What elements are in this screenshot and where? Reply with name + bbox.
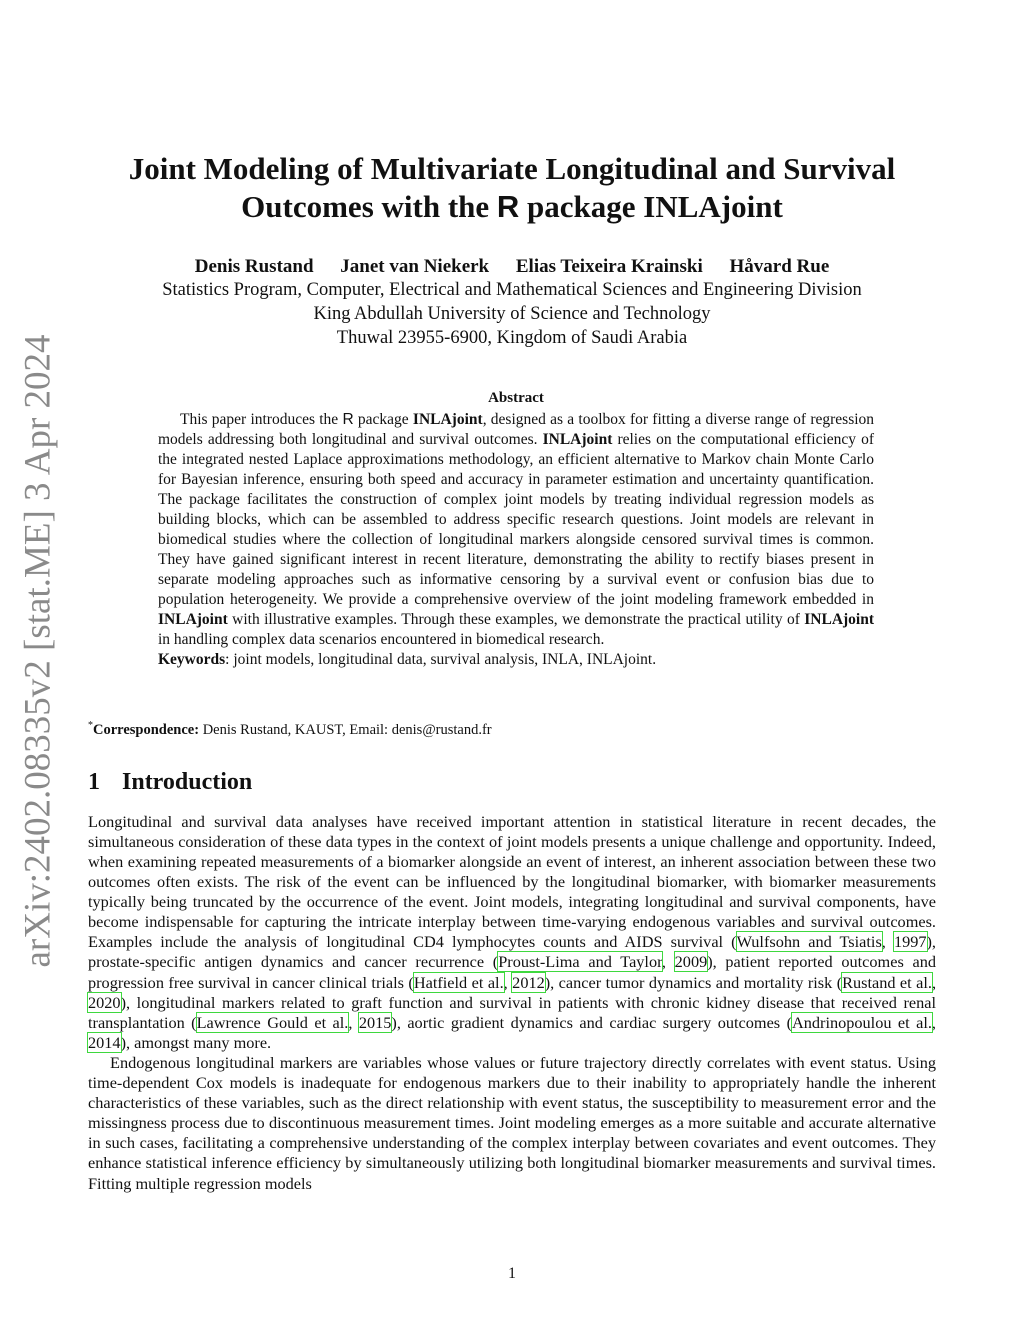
package-name: INLAjoint — [158, 611, 228, 628]
keywords-label: Keywords — [158, 651, 226, 668]
abstract-fragment: relies on the computational efficiency of the integrated nested Laplace approximations methodology, an efficient alternative to Markov chain Monte Carlo for Bayesian inference, ensuring both speed and accuracy in parameter estimation and uncertainty quantification. The package facilitates the construction of complex joint models by treating individual regression models as building blocks, which can be assembled to address specific research questions. Joint models are relevant in biomedical studies where the collection of longitudinal markers alongside censored survival times is common. They have gained significant interest in recent literature, demonstrating the ability to rectify biases present in separate modeling approaches such as informative censoring by a survival event or confusion bias due to population heterogeneity. We provide a comprehensive overview of the joint modeling framework embedded in — [158, 431, 875, 608]
text-fragment: ), prostate-specific antigen dynamics and cancer recurrence ( — [88, 932, 936, 972]
citation-year-link[interactable]: 1997 — [893, 932, 927, 952]
arxiv-identifier: arXiv:2402.08335v2 [stat.ME] 3 Apr 2024 — [17, 334, 59, 968]
paper-page — [88, 150, 936, 1194]
affiliation-line-1: Statistics Program, Computer, Electrical and Mathematical Sciences and Engineering Division — [162, 280, 862, 300]
affiliation-line-3: Thuwal 23955-6900, Kingdom of Saudi Arabia — [336, 328, 688, 348]
abstract-heading: Abstract — [488, 390, 544, 406]
title-line-1: Joint Modeling of Multivariate Longitudinal and Survival — [128, 151, 896, 186]
text-fragment: ), aortic gradient dynamics and cardiac surgery outcomes ( — [391, 1012, 792, 1032]
keywords-text: : joint models, longitudinal data, survival analysis, INLA, INLAjoint. — [225, 651, 657, 668]
intro-paragraph-2: Endogenous longitudinal markers are variables whose values or future trajectory directly correlates with event status. Using time-dependent Cox models is inadequate for endogenous markers due to their inability to appropriately handle the inherent characteristics of these variables, such as the direct relationship with event status, the susceptibility to measurement error and the missingness process due to discontinuous measurement times. Joint modeling emerges as a more suitable and accurate alternative in such cases, facilitating a comprehensive understanding of the complex interplay between covariates and event outcomes. They enhance statistical inference efficiency by simultaneously utilizing both longitudinal biomarker measurements and survival times. Fitting multiple regression models — [88, 1052, 936, 1193]
text-fragment: ), amongst many more. — [120, 1032, 272, 1052]
author-3: Elias Teixeira Krainski — [515, 256, 703, 277]
text-fragment: ), patient reported outcomes and progression free survival in cancer clinical trials ( — [88, 952, 936, 992]
citation-link[interactable]: Proust-Lima and Taylor — [498, 952, 662, 972]
page-number: 1 — [508, 1265, 516, 1282]
text-fragment: Longitudinal and survival data analyses have received important attention in statistical literature in recent decades, the simultaneous consideration of these data types in the context of joint models presents a unique challenge and opportunity. Indeed, when examining repeated measurements of a biomarker alongside an event of interest, an inherent association between these two outcomes often exists. The risk of the event can be influenced by the longitudinal biomarker, with biomarker measurements typically being truncated by the occurrence of the event. Joint models, integrating longitudinal and survival components, have become indispensable for capturing the intricate interplay between time-varying endogenous variables and survival outcomes. Examples include the analysis of longitudinal CD4 lymphocytes counts and AIDS survival ( — [88, 811, 936, 952]
author-list — [88, 256, 936, 278]
title-line-2-post: package INLAjoint — [527, 189, 783, 224]
package-name: INLAjoint — [804, 611, 875, 628]
citation-year-link[interactable]: 2009 — [674, 952, 708, 972]
author-1: Denis Rustand — [194, 256, 314, 277]
title-r-symbol: R — [496, 189, 520, 224]
abstract-text — [158, 410, 874, 650]
title-line-2-pre: Outcomes with the — [241, 189, 490, 224]
abstract-r-symbol: R — [342, 411, 354, 428]
citation-link[interactable]: Wulfsohn and Tsiatis — [736, 932, 882, 952]
author-4: Håvard Rue — [729, 256, 830, 277]
citation-year-link[interactable]: 2020 — [88, 992, 121, 1012]
abstract-fragment: This paper introduces the — [180, 411, 339, 428]
footnote-mark: * — [88, 720, 93, 731]
arxiv-sidebar — [10, 334, 66, 968]
abstract-fragment: with illustrative examples. Through these examples, we demonstrate the practical utility of — [232, 611, 800, 628]
package-name: INLAjoint — [412, 411, 483, 428]
section-title: Introduction — [122, 768, 253, 795]
citation-link[interactable]: Rustand et al. — [842, 972, 932, 992]
citation-year-link[interactable]: 2012 — [512, 972, 545, 992]
affiliation — [88, 278, 936, 350]
introduction-body — [88, 812, 936, 1194]
paper-title — [88, 150, 936, 226]
intro-paragraph-1: Longitudinal and survival data analyses have received important attention in statistical literature in recent decades, the simultaneous consideration of these data types in the context of joint models presents a unique challenge and opportunity. Indeed, when examining repeated measurements of a biomarker alongside an event of interest, an inherent association between these two outcomes often exists. The risk of the event can be influenced by the longitudinal biomarker, with biomarker measurements typically being truncated by the occurrence of the event. Joint models, integrating longitudinal and survival components, have become indispensable for capturing the intricate interplay between time-varying endogenous variables and survival outcomes. Examples include the analysis of longitudinal CD4 lymphocytes counts and AIDS survival (Wulfsohn and Tsiatis, 1997), prostate-specific antigen dynamics and cancer recurrence (Proust-Lima and Taylor, 2009), patient reported outcomes and progression free survival in cancer clinical trials (Hatfield et al., 2012), cancer tumor dynamics and mortality risk (Rustand et al., 2020), longitudinal markers related to graft function and survival in patients with chronic kidney disease that received renal transplantation (Lawrence Gould et al., 2015), aortic gradient dynamics and cardiac surgery outcomes (Andrinopoulou et al., 2014), amongst many more. — [88, 811, 937, 1052]
text-fragment: ), cancer tumor dynamics and mortality risk ( — [544, 972, 843, 992]
abstract-fragment: in handling complex data scenarios encountered in biomedical research. — [158, 631, 605, 648]
text-fragment: ), longitudinal markers related to graft function and survival in patients with chronic kidney disease that received renal transplantation ( — [88, 992, 936, 1032]
author-2: Janet van Niekerk — [340, 256, 490, 277]
correspondence-label: Correspondence: — [93, 721, 200, 738]
abstract-fragment: package — [357, 411, 409, 428]
keywords — [158, 650, 874, 670]
section-heading — [88, 769, 936, 796]
correspondence-note — [88, 720, 936, 739]
citation-year-link[interactable]: 2014 — [88, 1032, 121, 1052]
citation-link[interactable]: Lawrence Gould et al. — [196, 1012, 349, 1032]
section-number: 1 — [88, 768, 100, 795]
citation-link[interactable]: Andrinopoulou et al. — [792, 1012, 932, 1032]
correspondence-text: Denis Rustand, KAUST, Email: denis@rustand.fr — [202, 721, 492, 738]
package-name: INLAjoint — [542, 431, 613, 448]
citation-link[interactable]: Hatfield et al. — [413, 972, 504, 992]
abstract — [158, 388, 874, 670]
citation-year-link[interactable]: 2015 — [358, 1012, 392, 1032]
abstract-fragment: , designed as a toolbox for fitting a diverse range of regression models addressing both longitudinal and survival outcomes. — [158, 411, 875, 448]
affiliation-line-2: King Abdullah University of Science and Technology — [313, 304, 711, 324]
